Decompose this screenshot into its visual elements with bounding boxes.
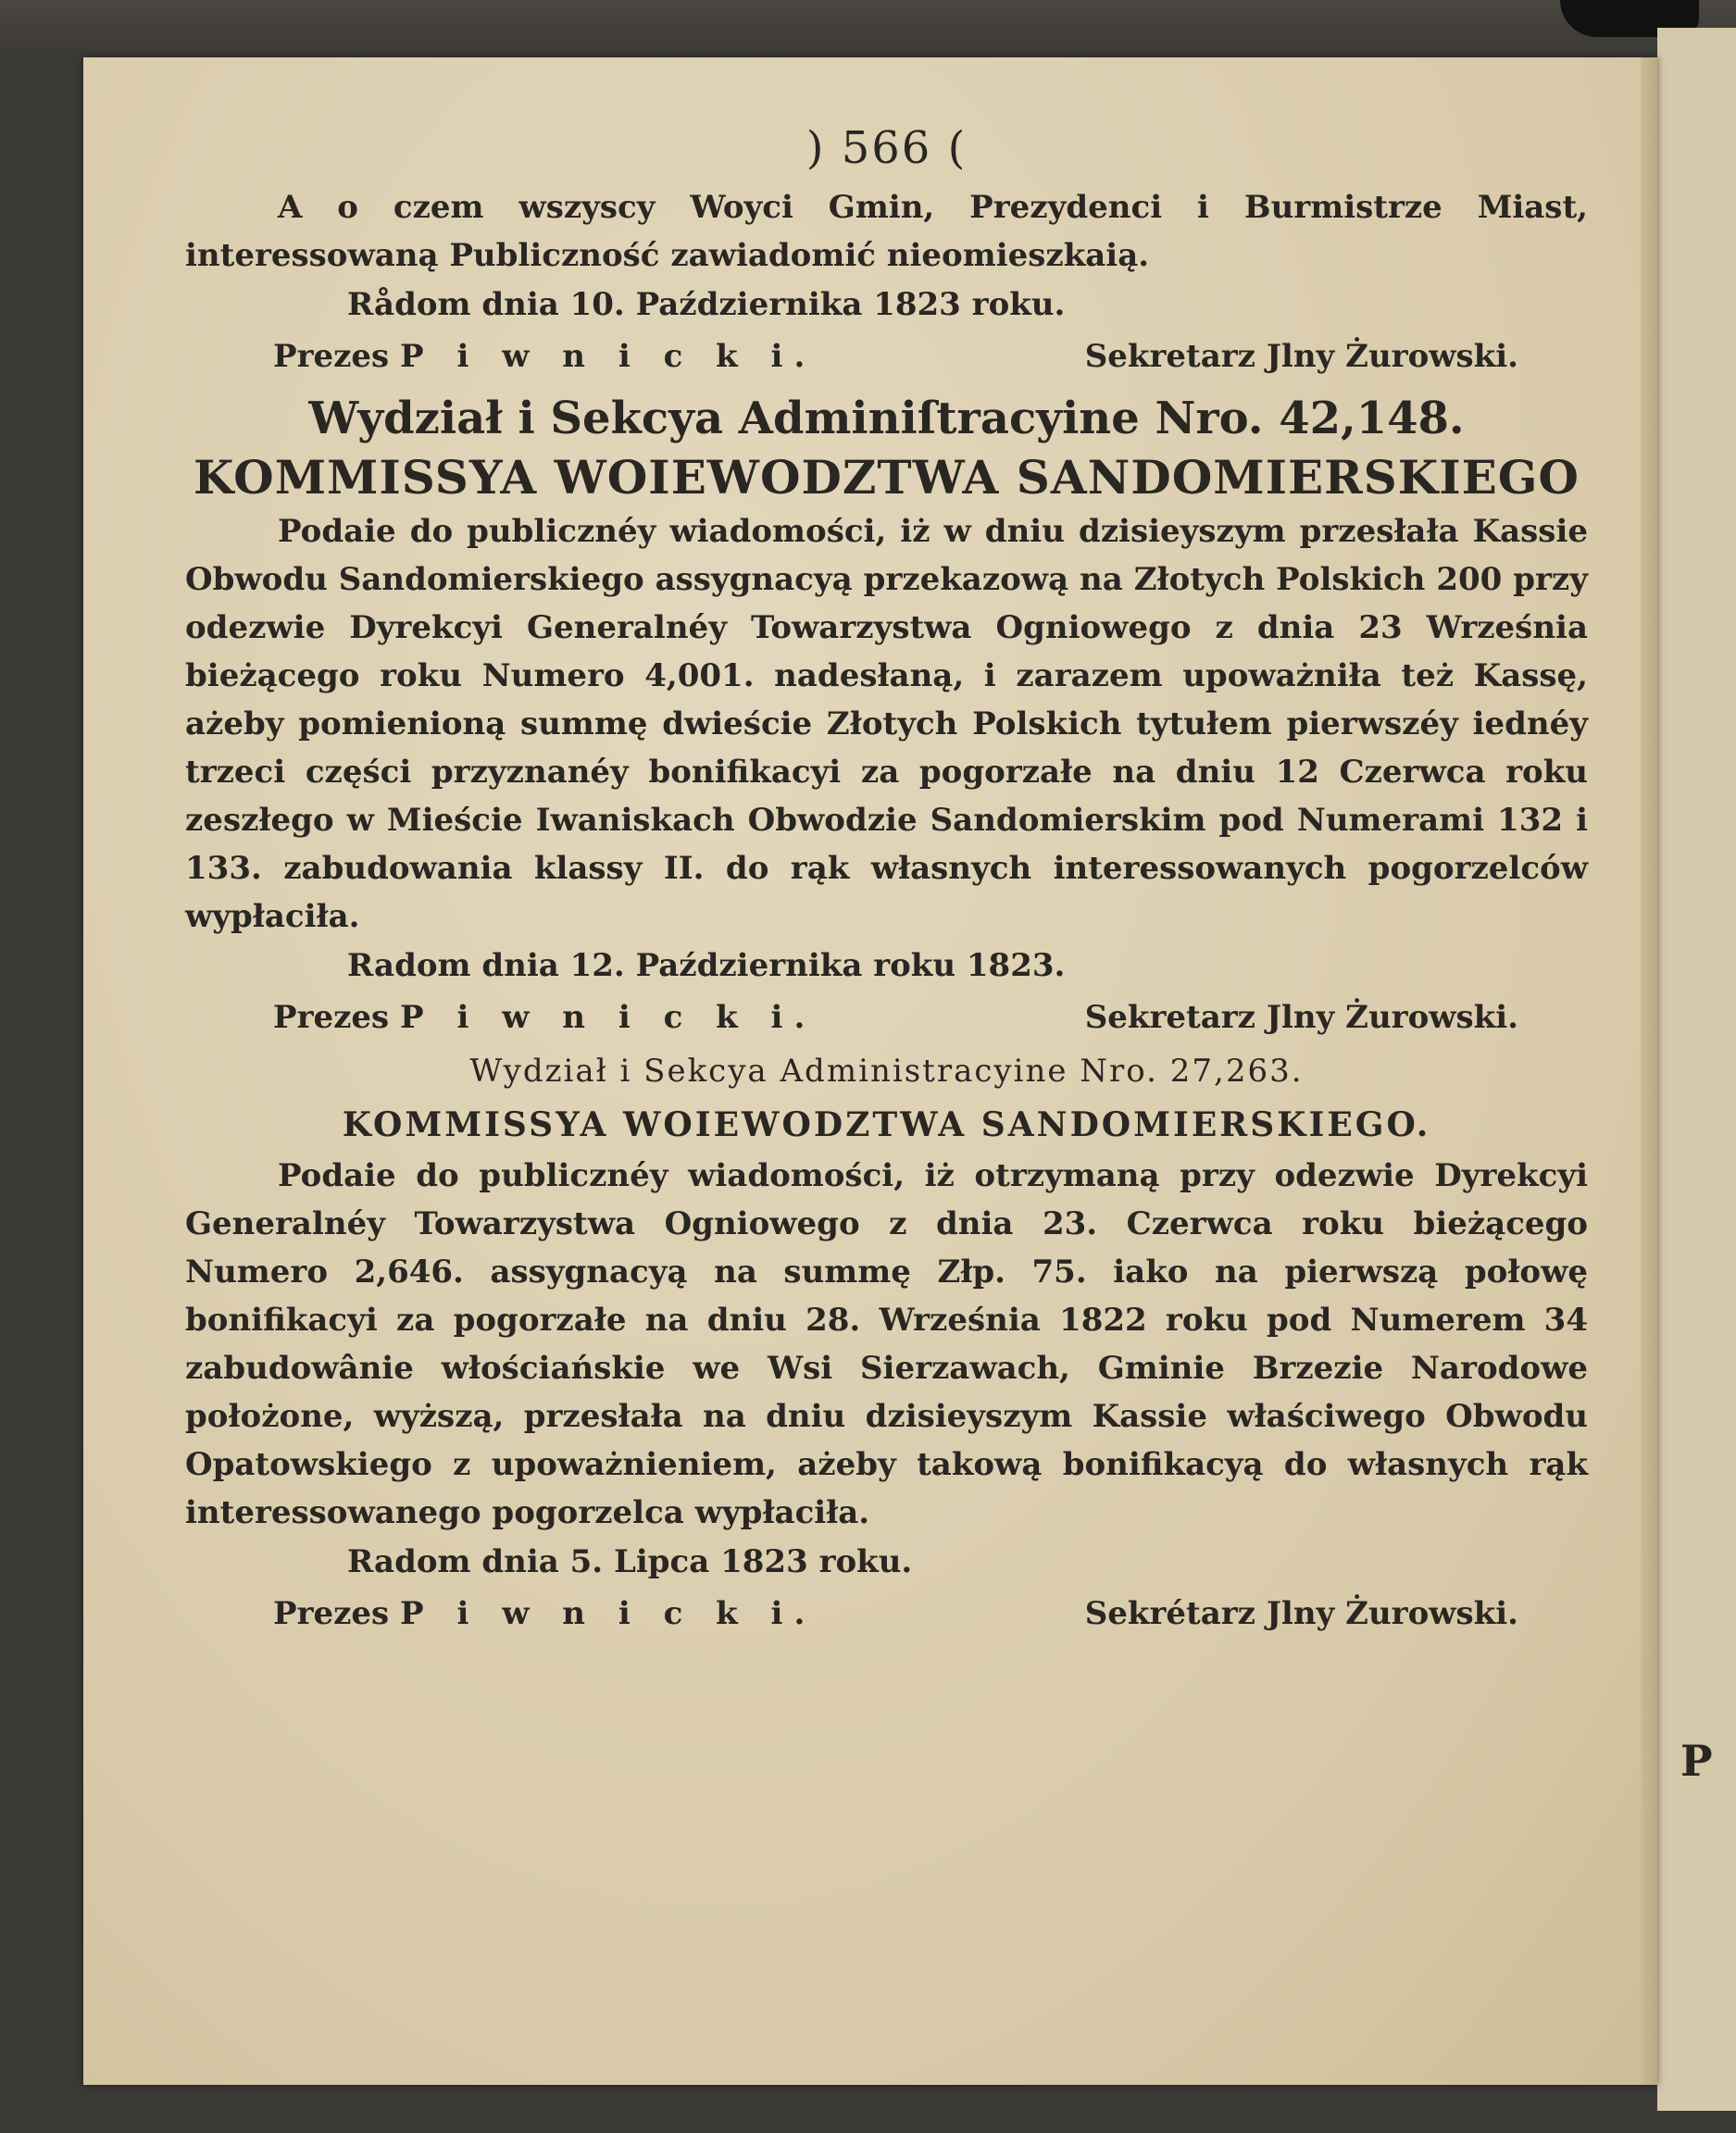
notice-1-paragraph: A o czem wszyscy Woyci Gmin, Prezydenci i Burmistrze Miast, interessowaną Publiczność zawiadomić nieomieszkaią. [185,189,1588,274]
notice-2-title: KOMMISSYA WOIEWODZTWA SANDOMIERSKIEGO [194,450,1580,505]
president-name: P i w n i c k i. [400,338,817,375]
notice-3-department: Wydział i Sekcya Administracyine Nro. 27,263. [469,1053,1304,1090]
notice-1-president [273,330,816,383]
next-page-fragment: P [1680,1736,1713,1786]
notice-3-date: Radom dnia 5. Lipca 1823 roku. [347,1543,913,1580]
page-number: ) 566 ( [806,122,968,174]
scan-background [0,0,1736,56]
notice-3-signatures [185,1587,1588,1640]
next-page-strip [1657,28,1736,2111]
notice-3-title: KOMMISSYA WOIEWODZTWA SANDOMIERSKIEGO. [342,1105,1431,1144]
notice-2-signatures [185,991,1588,1044]
notice-3-president [273,1587,816,1640]
president-label: Prezes [273,338,390,375]
notice-1-date: Rådom dnia 10. Października 1823 roku. [347,286,1066,323]
notice-1-signatures [185,330,1588,383]
notice-2-president [273,991,816,1044]
notice-2-paragraph: Podaie do publicznéy wiadomości, iż w dniu dzisieyszym przesłała Kassie Obwodu Sandomierskiego assygnacyą przekazową na Złotych Polskich 200 przy odezwie Dyrekcyi Generalnéy Towarzystwa Ogniowego z dnia 23 Września bieżącego roku Numero 4,001. nadesłaną, i zarazem upoważniła też Kassę, ażeby pomienioną summę dwieście Złotych Polskich tytułem pierwszéy iednéy trzeci części przyznanéy bonifikacyi za pogorzałe na dniu 12 Czerwca roku zeszłego w Mieście Iwaniskach Obwodzie Sandomierskim pod Numerami 132 i 133. zabudowania klassy II. do rąk własnych interessowanych pogorzelców wypłaciła. [185,513,1588,935]
page-edge [1641,57,1657,2085]
notice-2-department: Wydział i Sekcya Adminiſtracyine Nro. 42,148. [308,393,1465,444]
notice-1-secretary: Sekretarz Jlny Żurowski. [1084,338,1518,375]
notice-3-secretary: Sekrétarz Jlny Żurowski. [1084,1595,1518,1632]
president-name: P i w n i c k i. [400,1595,817,1632]
president-label: Prezes [273,999,390,1036]
notice-2-date: Radom dnia 12. Października roku 1823. [347,947,1066,984]
president-label: Prezes [273,1595,390,1632]
president-name: P i w n i c k i. [400,999,817,1036]
notice-3-paragraph: Podaie do publicznéy wiadomości, iż otrzymaną przy odezwie Dyrekcyi Generalnéy Towarzystwa Ogniowego z dnia 23. Czerwca roku bieżącego Numero 2,646. assygnacyą na summę Złp. 75. iako na pierwszą połowę bonifikacyi za pogorzałe na dniu 28. Września 1822 roku pod Numerem 34 zabudowânie włościańskie we Wsi Sierzawach, Gminie Brzezie Narodowe położone, wyższą, przesłała na dniu dzisieyszym Kassie właściwego Obwodu Opatowskiego z upoważnieniem, ażeby takową bonifikacyą do własnych rąk interessowanego pogorzelca wypłaciła. [185,1157,1588,1531]
document-page [83,57,1657,2085]
page-content [185,122,1588,1640]
notice-2-secretary: Sekretarz Jlny Żurowski. [1084,999,1518,1036]
